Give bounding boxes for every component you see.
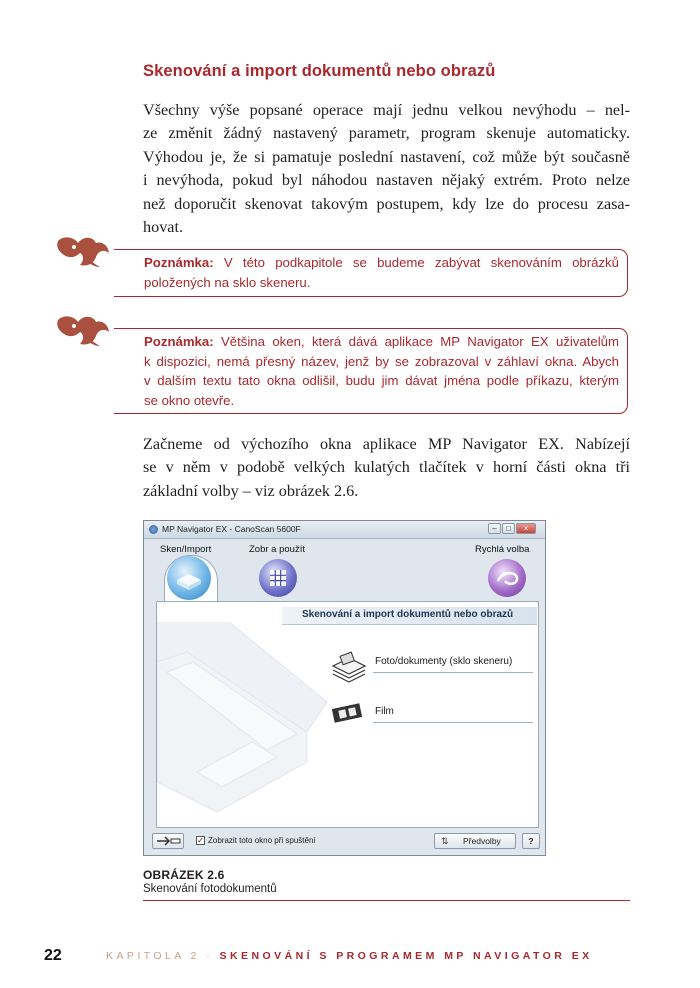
text-line: Výhodou je, že si pamatuje poslední nastavení, což může být současně [143,147,630,166]
text-line: se v něm v podobě velkých kulatých tlačítek v horní části okna tři [143,458,630,477]
swirl-icon [488,559,526,597]
startup-checkbox[interactable]: ✓ [197,836,204,845]
app-icon [149,525,158,534]
text-line: hovat. [143,218,184,237]
text-line: ze změnit žádný nastavený parametr, program skenuje automaticky. [143,124,630,143]
app-window-screenshot [143,520,546,856]
note-line [144,332,619,352]
scan-panel [156,601,539,828]
help-button[interactable]: ? [522,833,540,849]
footer-chapter-title: SKENOVÁNÍ S PROGRAMEM MP NAVIGATOR EX [219,950,593,962]
mode-label-scan: Sken/Import [160,544,212,555]
film-icon [329,698,369,728]
note-box [114,249,628,297]
figure-label: OBRÁZEK 2.6 [143,868,225,882]
note-text: Většina oken, která dává aplikace MP Navigator EX uživatelům [213,334,619,349]
note-line: se okno otevře. [144,392,235,408]
text-line: základní volby – viz obrázek 2.6. [143,481,359,500]
caption-divider [143,900,630,901]
option-divider [373,722,533,723]
text-line: než doporučit skenovat takovým postupem, kdy lze do procesu zasa- [143,194,630,213]
text-line: Všechny výše popsané operace mají jednu velkou nevýhodu – nel- [143,101,630,119]
panel-title: Skenování a import dokumentů nebo obrazů [302,609,514,620]
note-text: V této podkapitole se budeme zabývat skenováním obrázků [213,255,619,270]
preferences-icon: ⇅ [441,836,449,846]
mode-label-quick: Rychlá volba [475,544,530,555]
note-line: položených na sklo skeneru. [144,274,311,290]
quick-menu-button[interactable] [488,559,526,597]
scan-import-button[interactable] [167,556,211,600]
preferences-label: Předvolby [463,836,501,846]
quill-note-icon [54,233,112,273]
view-use-button[interactable] [259,559,297,597]
note-label: Poznámka: [144,255,214,270]
window-titlebar [144,521,545,539]
note-line [144,253,619,273]
option-divider [373,672,533,673]
preferences-button[interactable] [434,833,516,849]
scanner-illustration [157,622,347,822]
arrow-button[interactable] [152,833,184,849]
close-icon[interactable]: × [516,523,536,534]
text-line: Začneme od výchozího okna aplikace MP Navigator EX. Nabízejí [143,435,630,453]
option-photo-documents[interactable]: Foto/dokumenty (sklo skeneru) [375,656,513,667]
note-label: Poznámka: [144,334,214,349]
photo-documents-icon [329,650,369,684]
mode-label-view: Zobr a použít [249,544,305,555]
note-line: k dispozici, nemá přesný název, jenž by se zobrazoval v záhlaví okna. Abych [144,353,619,369]
arrow-right-icon [153,834,183,848]
option-film[interactable]: Film [375,706,394,717]
maximize-icon[interactable]: □ [502,523,515,534]
note-box [114,328,628,414]
figure-caption: Skenování fotodokumentů [143,883,277,895]
text-line: i nevýhoda, pokud byl náhodou nastaven nějaký extrém. Proto nelze [143,171,630,190]
running-footer [106,950,593,962]
footer-chapter: KAPITOLA 2 · [106,950,220,962]
checkbox-label: Zobrazit toto okno při spuštění [208,836,316,845]
panel-header [282,607,537,625]
page-number: 22 [44,947,62,964]
scanner-icon [167,556,211,600]
minimize-icon[interactable]: – [488,523,501,534]
outro-paragraph [143,433,630,503]
window-title: MP Navigator EX - CanoScan 5600F [162,524,301,534]
note-line: v dalším textu tato okna odlišil, budu jim dávat jména podle příkazu, kterým [144,373,619,389]
quill-note-icon [54,312,112,352]
intro-paragraph [143,99,630,239]
section-title: Skenování a import dokumentů nebo obrazů [143,62,496,80]
grid-icon [259,559,297,597]
bottom-bar [144,828,545,855]
